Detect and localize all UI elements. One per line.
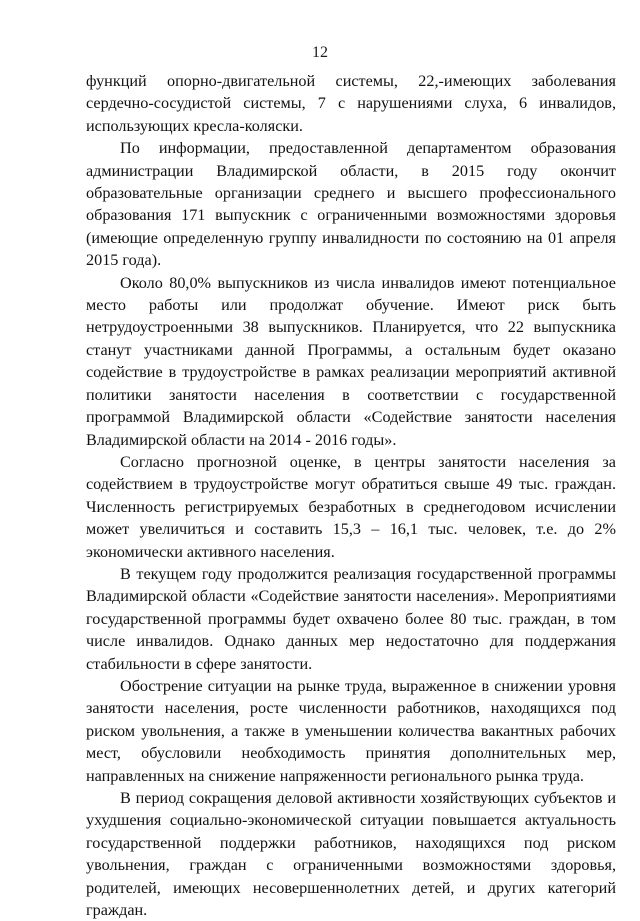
page-number: 12 — [312, 44, 328, 61]
paragraph-employment-prospects: Около 80,0% выпускников из числа инвалидов имеют потенциальное место работы или продолжат обучение. Имеют риск быть нетрудоустроенными 38 выпускников. Планируется, что 22 выпускника станут участниками данной Программы, а остальным будет оказано содействие в трудоустройстве в рамках реализации мероприятий активной политики занятости населения в соответствии с государственной программой Владимирской области «Содействие занятости населения Владимирской области на 2014 - 2016 годы». — [86, 273, 616, 449]
paragraph-state-program: В текущем году продолжится реализация государственной программы Владимирской области «Содействие занятости населения». Мероприятиями государственной программы будет охвачено более 80 тыс. граждан, в том числе инвалидов. Однако данных мер недостаточно для поддержания стабильности в сфере занятости. — [86, 564, 616, 673]
paragraph-graduates-info: По информации, предоставленной департаментом образования администрации Владимирской области, в 2015 году окончит образовательные организации среднего и высшего профессионального образования 171 выпускник с ограниченными возможностями здоровья (имеющие определенную группу инвалидности по состоянию на 01 апреля 2015 года). — [86, 139, 616, 270]
document-body — [86, 70, 616, 921]
paragraph-labor-market: Обострение ситуации на рынке труда, выраженное в снижении уровня занятости населения, росте численности работников, находящихся под риском увольнения, а также в уменьшении количества вакантных рабочих мест, обусловили необходимость принятия дополнительных мер, направленных на снижение напряженности регионального рынка труда. — [86, 676, 616, 785]
paragraph-support-relevance: В период сокращения деловой активности хозяйствующих субъектов и ухудшения социально-экономической ситуации повышается актуальность государственной поддержки работников, находящихся под риском увольнения, граждан с ограниченными возможностями здоровья, родителей, имеющих несовершеннолетних детей, и других категорий граждан. — [86, 789, 616, 920]
paragraph-continuation: функций опорно-двигательной системы, 22,-имеющих заболевания сердечно-сосудистой системы, 7 с нарушениями слуха, 6 инвалидов, использующих кресла-коляски. — [86, 72, 616, 135]
paragraph-forecast: Согласно прогнозной оценке, в центры занятости населения за содействием в трудоустройстве могут обратиться свыше 49 тыс. граждан. Численность регистрируемых безработных в среднегодовом исчислении может увеличиться и составить 15,3 – 16,1 тыс. человек, т.е. до 2% экономически активного населения. — [86, 452, 616, 561]
